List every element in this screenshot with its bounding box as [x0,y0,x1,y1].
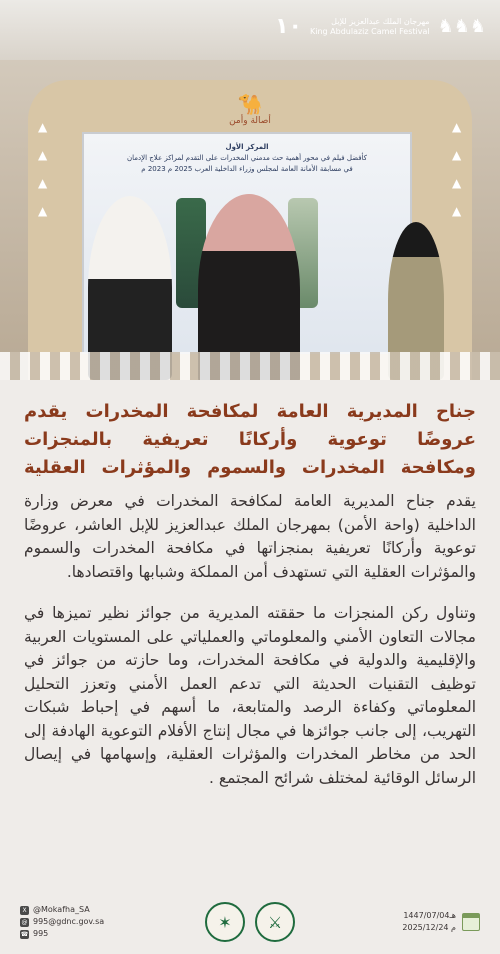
triangle-decor-icon: ▲ ▲ ▲ ▲ [38,120,48,218]
date-hijri: 1447/07/04هـ [403,911,456,920]
date-text [402,910,456,934]
camel-riders-icon: ♞♞♞ [437,16,486,37]
email-contact[interactable]: @ 995@gdnc.gov.sa [21,917,105,926]
contact-list [20,904,104,940]
screen-line: المركز الأول [225,143,269,151]
festival-name: مهرجان الملك عبدالعزيز للإبل [331,16,430,26]
footer [0,898,500,954]
date-block [402,910,480,934]
festival-name-en: King Abdulaziz Camel Festival [309,26,430,36]
twitter-contact[interactable]: X @Mokafha_SA [20,904,104,916]
booth-logo [200,92,300,132]
booth-logo-text: أصالة وأمن [229,116,271,126]
camel-logo-icon: 🐪 [237,92,263,116]
booth-photo [0,0,500,380]
phone-icon: ☎ [20,930,29,938]
festival-name-block [310,17,430,37]
x-twitter-icon: X [20,906,29,915]
sadu-pattern-border [0,352,500,380]
festival-logo-group [275,14,486,39]
article-body [24,490,476,808]
festival-edition: ١٠ [275,14,302,39]
saudi-emblem-icon: ⚔ [255,902,295,942]
headline [24,398,476,482]
gdnc-emblem-icon: ✶ [205,902,245,942]
date-gregorian: 2025/12/24 م [402,923,456,932]
phone-contact[interactable]: ☎ 995 [20,929,49,938]
triangle-decor-icon: ▲ ▲ ▲ ▲ [452,120,462,218]
headline-line: ومكافحة المخدرات والسموم والمؤثرات العقلية [24,457,476,478]
paragraph: يقدم جناح المديرية العامة لمكافحة المخدرات في معرض وزارة الداخلية (واحة الأمن) بمهرجان الملك عبدالعزيز للإبل العاشر، عروضًا توعوية وأركانًا تعريفية بمنجزاتها في مكافحة المخدرات والسموم والمؤثرات العقلية التي تستهدف أمن المملكة وشبابها واقتصادها. [24,492,476,581]
screen-text [94,142,400,175]
headline-line: جناح المديرية العامة لمكافحة المخدرات يقدم [24,401,476,422]
paragraph: وتناول ركن المنجزات ما حققته المديرية من جوائز نظير تميزها في مجالات التعاون الأمني والمعلوماتي والعملياتي على المستويات العربية والإقليمية والدولية في مكافحة المخدرات، وما حازته من جوائز في توظيف التقنيات الحديثة التي تدعم العمل الأمني وتعزز التحليل المعلوماتي وكفاءة الرصد والمتابعة، ما أسهم في إحباط شبكات التهريب، إلى جانب جوائزها في مجال إنتاج الأفلام التوعوية الهادفة إلى الحد من مخاطر المخدرات والمؤثرات العقلية، وإسهامها في إيصال الرسائل الوقائية لمختلف شرائح المجتمع . [24,604,476,787]
calendar-icon [462,913,480,931]
screen-line: في مسابقة الأمانة العامة لمجلس وزراء الداخلية العرب 2025 م 2023 م [141,165,353,173]
emblems [205,902,295,942]
email-icon: @ [21,918,28,926]
screen-line: كأفضل فيلم في محور أهمية حث مدمني المخدرات على التقدم لمراكز علاج الإدمان [126,154,368,162]
headline-line: عروضًا توعوية وأركانًا تعريفية بالمنجزات [24,429,476,450]
